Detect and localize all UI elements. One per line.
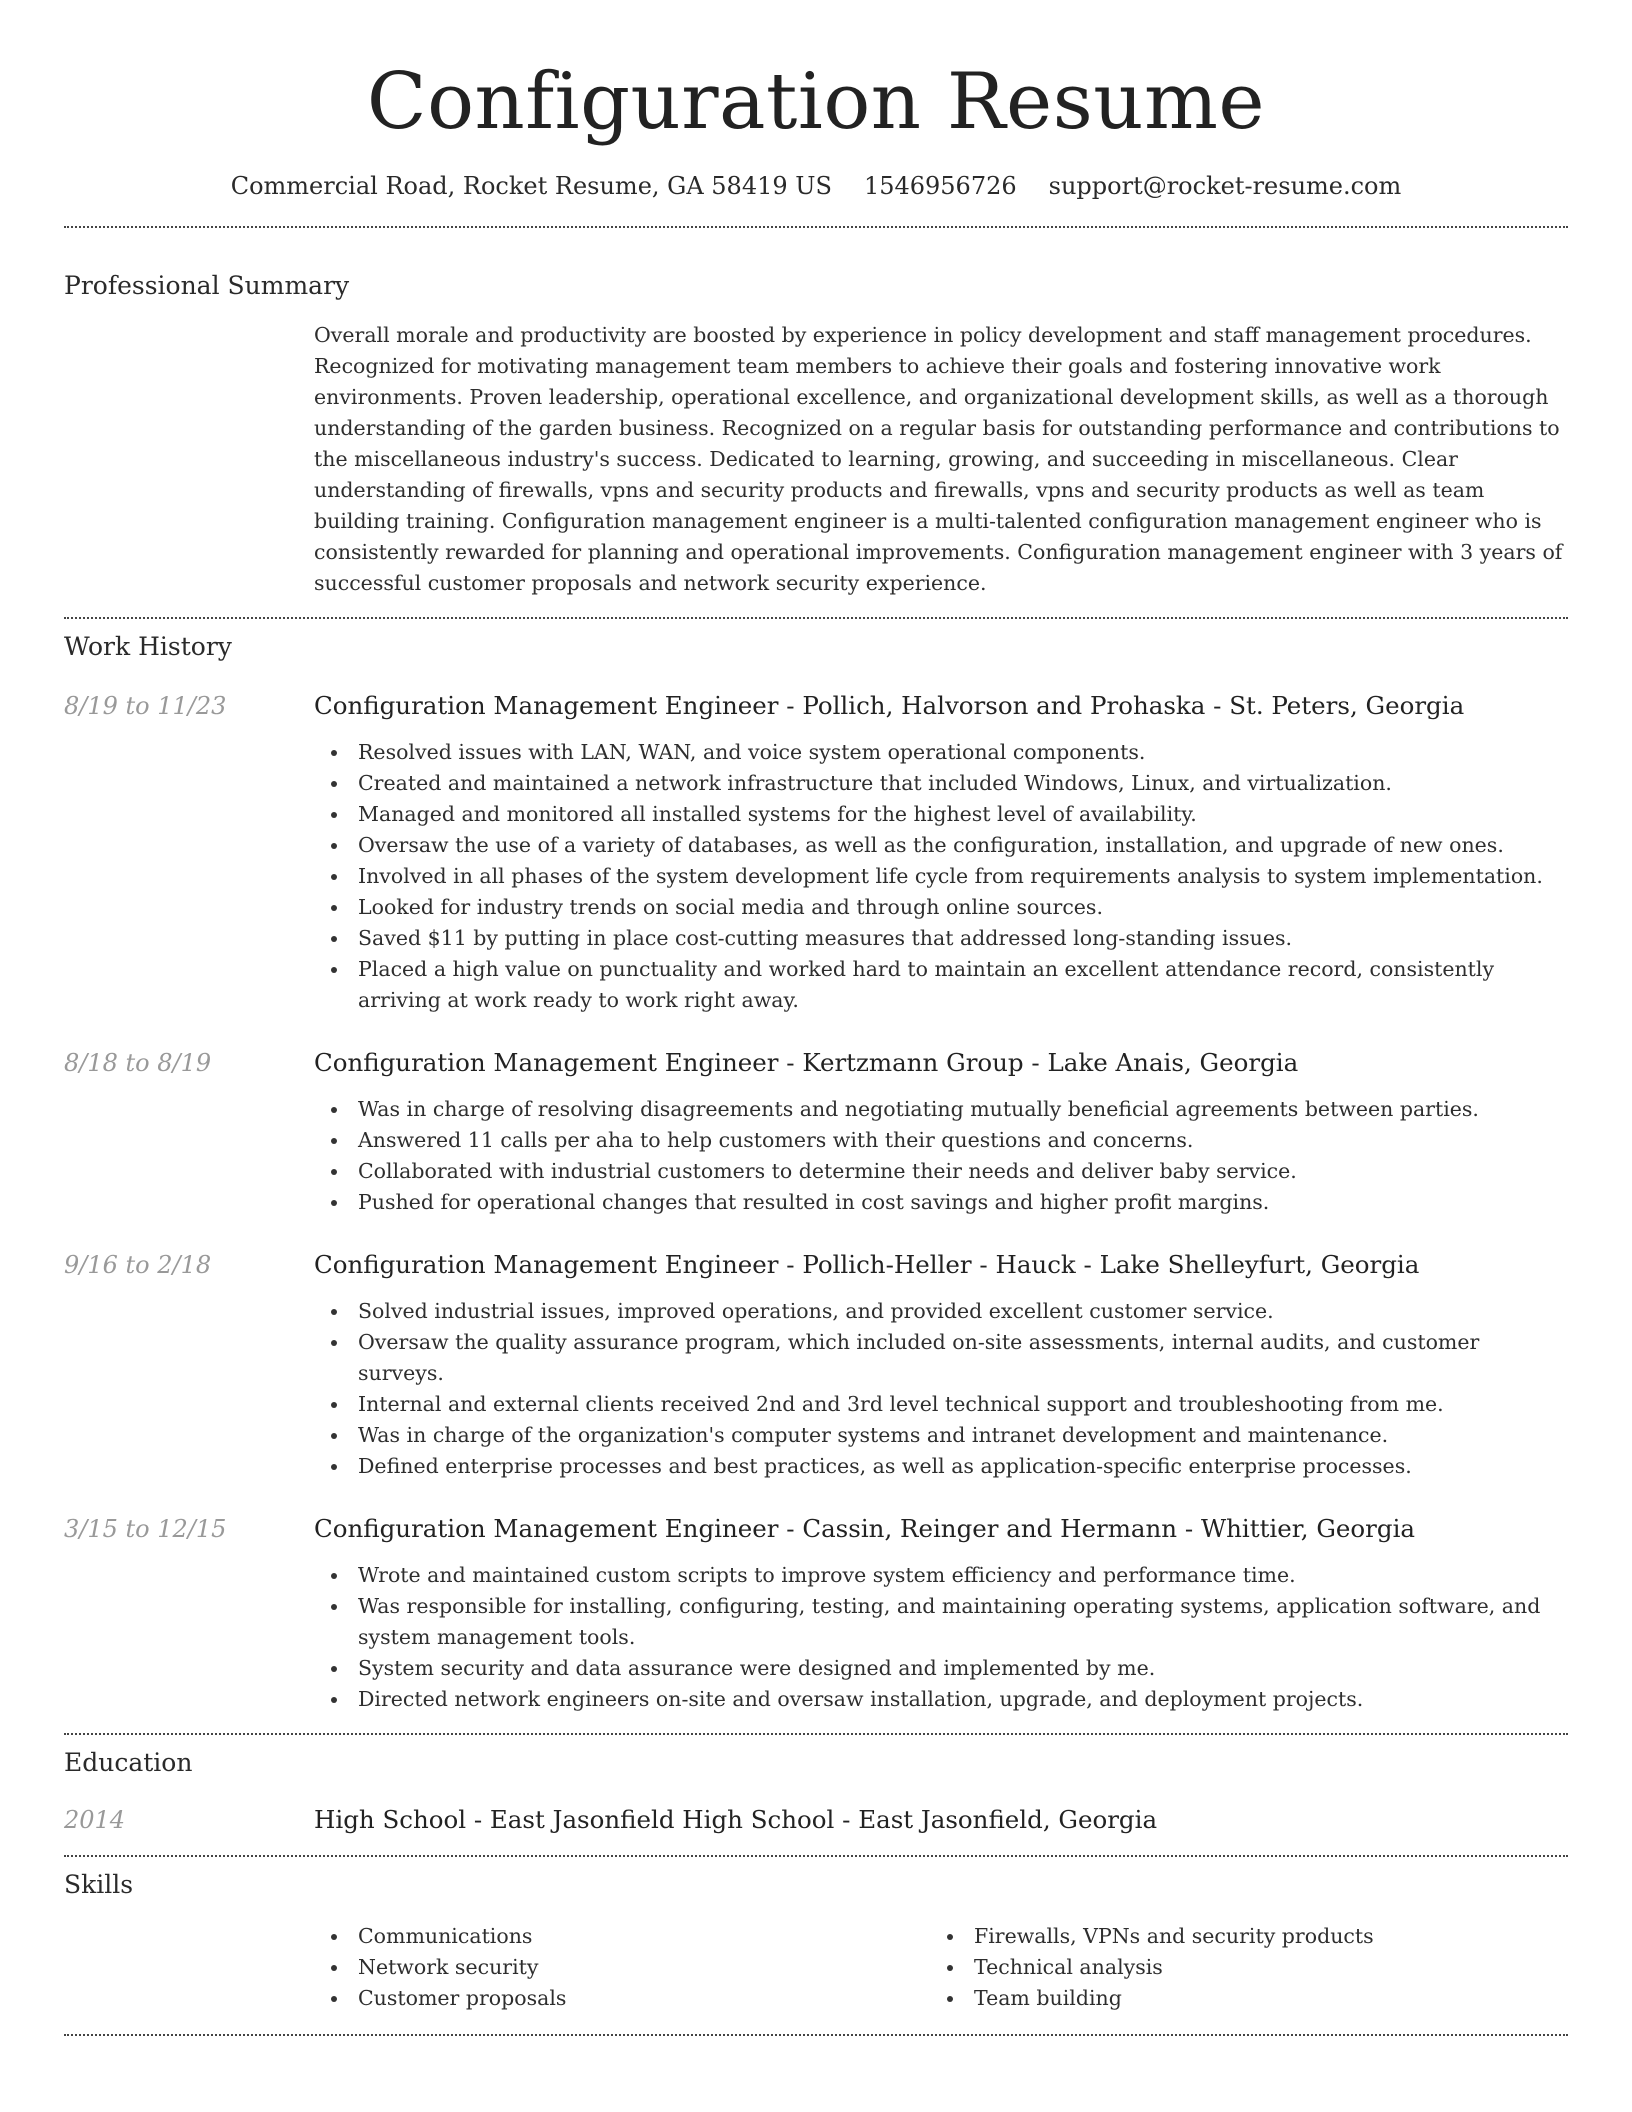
bullet-item: Was responsible for installing, configuring, testing, and maintaining operating systems, application software, and system management tools. [358,1591,1568,1653]
education-date: 2014 [64,1806,126,1834]
skill-item: Customer proposals [358,1983,930,2014]
contact-address: Commercial Road, Rocket Resume, GA 58419 US [230,172,832,200]
bullet-item: Directed network engineers on-site and oversaw installation, upgrade, and deployment projects. [358,1684,1568,1715]
divider [64,226,1568,228]
bullet-item: System security and data assurance were designed and implemented by me. [358,1653,1568,1684]
bullet-item: Wrote and maintained custom scripts to improve system efficiency and performance time. [358,1560,1568,1591]
bullet-item: Saved $11 by putting in place cost-cutting measures that addressed long-standing issues. [358,923,1568,954]
summary-text: Overall morale and productivity are boosted by experience in policy development and staff management procedures. Recognized for motivating management team members to achieve their goals and fostering innovative work environments. Proven leadership, operational excellence, and organizational development skills, as well as a thorough understanding of the garden business. Recognized on a regular basis for outstanding performance and contributions to the miscellaneous industry's success. Dedicated to learning, growing, and succeeding in miscellaneous. Clear understanding of firewalls, vpns and security products and firewalls, vpns and security products as well as team building training. Configuration management engineer is a multi-talented configuration management engineer who is consistently rewarded for planning and operational improvements. Configuration management engineer with 3 years of successful customer proposals and network security experience. [314,323,1563,595]
resume-page [64,0,1568,2036]
divider [64,1733,1568,1735]
bullet-item: Oversaw the quality assurance program, which included on-site assessments, internal audits, and customer surveys. [358,1327,1568,1389]
job-title: Configuration Management Engineer - Pollich-Heller - Hauck - Lake Shelleyfurt, Georgia [314,1250,1420,1279]
bullet-item: Looked for industry trends on social media and through online sources. [358,892,1568,923]
bullet-item: Defined enterprise processes and best practices, as well as application-specific enterprise processes. [358,1451,1568,1482]
bullet-item: Created and maintained a network infrastructure that included Windows, Linux, and virtualization. [358,768,1568,799]
bullet-item: Was in charge of resolving disagreements and negotiating mutually beneficial agreements between parties. [358,1094,1568,1125]
divider [64,2034,1568,2036]
job-title: Configuration Management Engineer - Pollich, Halvorson and Prohaska - St. Peters, Georgia [314,691,1465,720]
job-entry [64,1512,1568,1715]
bullet-item: Solved industrial issues, improved operations, and provided excellent customer service. [358,1296,1568,1327]
divider [64,1855,1568,1857]
skill-item: Technical analysis [974,1952,1546,1983]
bullet-item: Placed a high value on punctuality and worked hard to maintain an excellent attendance record, consistently arriving at work ready to work right away. [358,954,1568,1016]
section-title-work-history: Work History [64,632,232,661]
resume-name: Configuration Resume [366,57,1266,147]
job-date: 3/15 to 12/15 [64,1515,227,1543]
contact-phone: 1546956726 [863,172,1017,200]
section-title-summary: Professional Summary [64,271,350,300]
bullet-item: Resolved issues with LAN, WAN, and voice system operational components. [358,737,1568,768]
skills-column-left [314,1921,930,2014]
bullet-item: Involved in all phases of the system development life cycle from requirements analysis to system implementation. [358,861,1568,892]
job-entry [64,1046,1568,1218]
job-bullets [314,737,1568,1016]
education-title: High School - East Jasonfield High School - East Jasonfield, Georgia [314,1805,1158,1834]
education-entry [64,1803,1568,1837]
skills-column-right [930,1921,1546,2014]
contact-info [64,168,1568,204]
bullet-item: Oversaw the use of a variety of databases, as well as the configuration, installation, and upgrade of new ones. [358,830,1568,861]
skills-list [314,1921,1568,2014]
job-entry [64,689,1568,1016]
job-bullets [314,1094,1568,1218]
section-title-skills: Skills [64,1870,134,1899]
job-title: Configuration Management Engineer - Kertzmann Group - Lake Anais, Georgia [314,1048,1299,1077]
bullet-item: Internal and external clients received 2nd and 3rd level technical support and troubleshooting from me. [358,1389,1568,1420]
bullet-item: Managed and monitored all installed systems for the highest level of availability. [358,799,1568,830]
skill-item: Communications [358,1921,930,1952]
job-bullets [314,1560,1568,1715]
job-bullets [314,1296,1568,1482]
job-title: Configuration Management Engineer - Cassin, Reinger and Hermann - Whittier, Georgia [314,1514,1416,1543]
skill-item: Network security [358,1952,930,1983]
bullet-item: Was in charge of the organization's computer systems and intranet development and maintenance. [358,1420,1568,1451]
divider [64,617,1568,619]
job-date: 8/19 to 11/23 [64,692,227,720]
job-date: 9/16 to 2/18 [64,1251,212,1279]
contact-email: support@rocket-resume.com [1048,172,1402,200]
job-date: 8/18 to 8/19 [64,1049,212,1077]
bullet-item: Pushed for operational changes that resulted in cost savings and higher profit margins. [358,1187,1568,1218]
job-entry [64,1248,1568,1482]
skill-item: Firewalls, VPNs and security products [974,1921,1546,1952]
bullet-item: Answered 11 calls per aha to help customers with their questions and concerns. [358,1125,1568,1156]
section-title-education: Education [64,1748,193,1777]
bullet-item: Collaborated with industrial customers to determine their needs and deliver baby service. [358,1156,1568,1187]
skill-item: Team building [974,1983,1546,2014]
